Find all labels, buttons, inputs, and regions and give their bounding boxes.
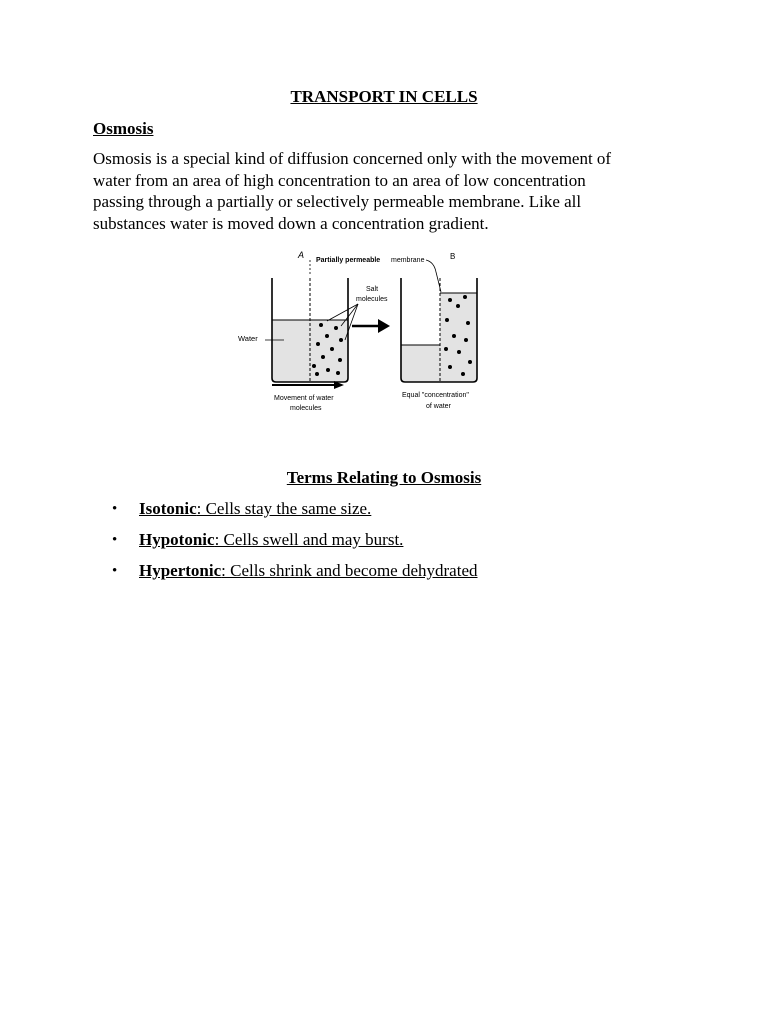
- term-name: Hypotonic: [139, 530, 215, 549]
- bullet-icon: •: [112, 501, 118, 517]
- bullet-icon: •: [112, 532, 118, 548]
- bullet-icon: •: [112, 563, 118, 579]
- term-definition: : Cells swell and may burst.: [214, 530, 404, 549]
- page-title: TRANSPORT IN CELLS: [290, 87, 478, 106]
- list-item: [112, 498, 478, 529]
- label-b: B: [450, 252, 456, 261]
- list-item: [112, 560, 478, 591]
- list-item: [112, 529, 478, 560]
- salt-label: Salt: [366, 286, 379, 293]
- osmosis-paragraph: [93, 148, 673, 234]
- membrane-label: Partially permeable: [316, 257, 381, 264]
- equal-concentration-label-2: of water: [426, 403, 451, 410]
- beaker-b-left-liquid: [401, 345, 440, 382]
- osmosis-heading: Osmosis: [93, 119, 154, 138]
- movement-label: Movement of water: [274, 395, 334, 402]
- salt-label-2: molecules: [356, 296, 388, 303]
- terms-list: [112, 498, 478, 591]
- paragraph-line: water from an area of high concentration to an area of low concentration: [93, 170, 586, 190]
- term-definition: : Cells stay the same size.: [196, 499, 372, 518]
- label-a: A: [298, 250, 305, 260]
- equal-concentration-label: Equal "concentration": [402, 392, 469, 399]
- term-name: Isotonic: [139, 499, 197, 518]
- osmosis-diagram-svg: [228, 240, 540, 428]
- water-label: Water: [238, 334, 258, 343]
- osmosis-diagram: [228, 240, 540, 428]
- term-definition: : Cells shrink and become dehydrated: [221, 561, 478, 580]
- terms-heading: Terms Relating to Osmosis: [286, 468, 482, 487]
- paragraph-line: substances water is moved down a concentration gradient.: [93, 213, 489, 233]
- membrane-label-2: membrane: [391, 257, 425, 264]
- term-name: Hypertonic: [139, 561, 222, 580]
- paragraph-line: passing through a partially or selectively permeable membrane. Like all: [93, 192, 582, 211]
- movement-label-2: molecules: [290, 405, 322, 412]
- paragraph-line: Osmosis is a special kind of diffusion concerned only with the movement of: [93, 149, 612, 168]
